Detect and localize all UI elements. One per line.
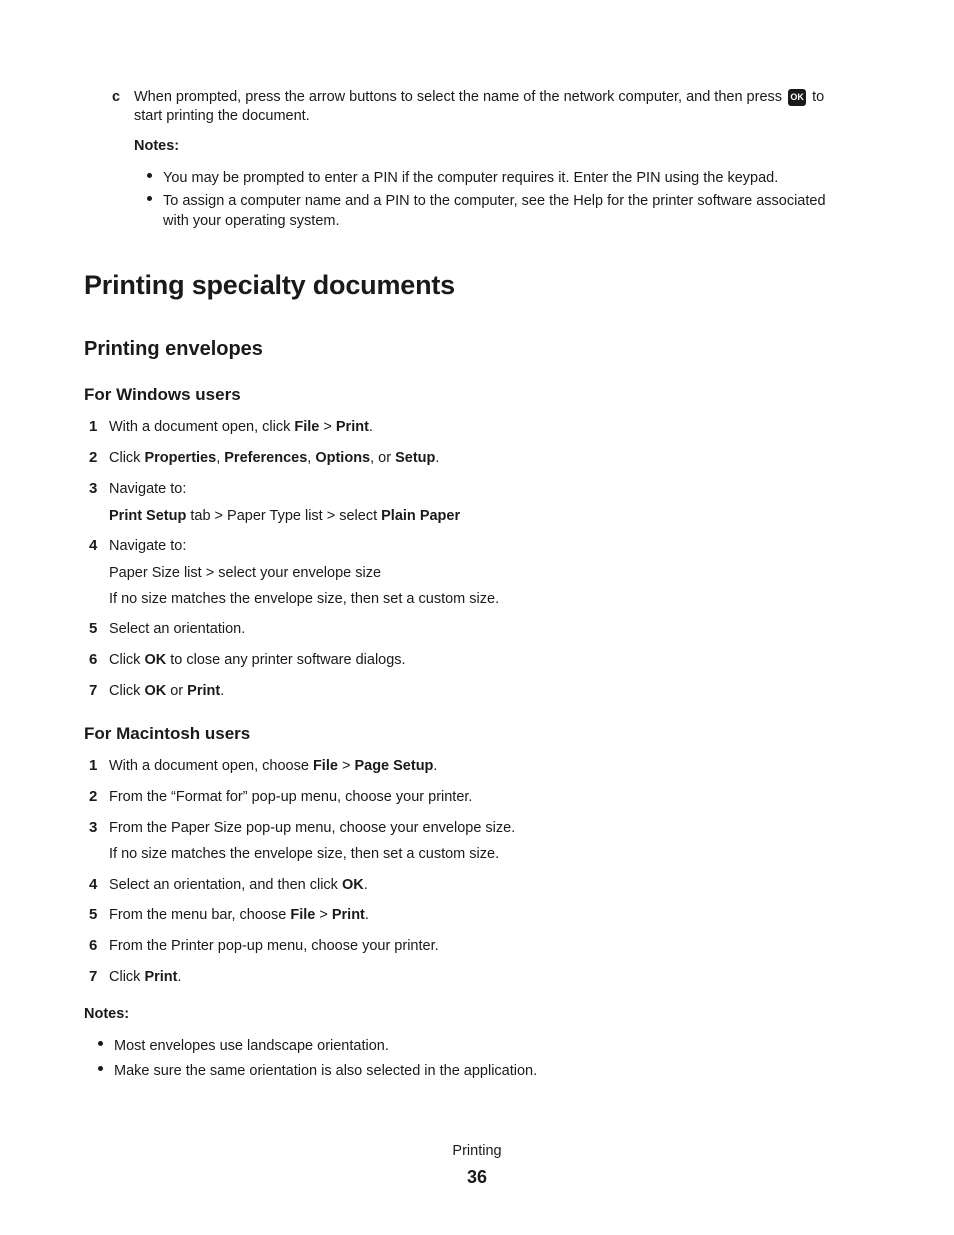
windows-step-6: Click OK to close any printer software dialogs. <box>109 652 406 668</box>
step-number: 6 <box>89 651 98 668</box>
note-bottom-item-1: Most envelopes use landscape orientation. <box>114 1038 389 1054</box>
step-number: 1 <box>89 757 98 774</box>
step-number: 7 <box>89 682 98 699</box>
step-number: 2 <box>89 449 98 466</box>
windows-step-7: Click OK or Print. <box>109 683 225 699</box>
notes-label-top: Notes: <box>134 138 180 154</box>
step-c-text-part2: to <box>812 89 825 105</box>
mac-step-7: Click Print. <box>109 969 182 985</box>
windows-step-4: Navigate to: <box>109 538 187 554</box>
windows-step-3-path: Print Setup tab > Paper Type list > select Plain Paper <box>109 508 461 524</box>
step-c-text-line2: start printing the document. <box>134 108 310 124</box>
mac-step-3-note: If no size matches the envelope size, then set a custom size. <box>109 846 500 862</box>
windows-step-3: Navigate to: <box>109 481 187 497</box>
step-number: 5 <box>89 906 98 923</box>
mac-step-1: With a document open, choose File > Page Setup. <box>109 758 438 774</box>
note-bottom-item-2: Make sure the same orientation is also selected in the application. <box>114 1063 538 1079</box>
note-top-item-2-cont: with your operating system. <box>163 213 340 229</box>
note-top-item-2: To assign a computer name and a PIN to the computer, see the Help for the printer software associated <box>163 193 826 209</box>
footer-section: Printing <box>452 1143 502 1159</box>
windows-step-4-note: If no size matches the envelope size, then set a custom size. <box>109 591 500 607</box>
step-number: 2 <box>89 788 98 805</box>
windows-step-1: With a document open, click File > Print. <box>109 419 373 435</box>
bullet-icon <box>98 1041 103 1046</box>
windows-step-4-path: Paper Size list > select your envelope size <box>109 565 382 581</box>
ok-button-icon: OK <box>788 89 806 106</box>
step-number: 4 <box>89 876 98 893</box>
section-heading-envelopes: Printing envelopes <box>84 338 263 360</box>
mac-step-4: Select an orientation, and then click OK. <box>109 877 368 893</box>
step-number: 5 <box>89 620 98 637</box>
subheading-windows: For Windows users <box>84 385 241 404</box>
step-number: 4 <box>89 537 98 554</box>
step-number: 3 <box>89 480 98 497</box>
page-number: 36 <box>466 1167 488 1187</box>
subheading-macintosh: For Macintosh users <box>84 724 251 743</box>
windows-step-2: Click Properties, Preferences, Options, or Setup. <box>109 450 440 466</box>
step-number: 6 <box>89 937 98 954</box>
step-c-text-part1: When prompted, press the arrow buttons to select the name of the network computer, and then press <box>134 89 783 105</box>
note-top-item-1: You may be prompted to enter a PIN if the computer requires it. Enter the PIN using the keypad. <box>163 170 779 186</box>
bullet-icon <box>98 1066 103 1071</box>
step-c-text <box>134 87 894 107</box>
step-marker-c: c <box>112 89 121 105</box>
mac-step-5: From the menu bar, choose File > Print. <box>109 907 369 923</box>
mac-step-3: From the Paper Size pop-up menu, choose your envelope size. <box>109 820 516 836</box>
step-number: 3 <box>89 819 98 836</box>
bullet-icon <box>147 173 152 178</box>
mac-step-6: From the Printer pop-up menu, choose your printer. <box>109 938 439 954</box>
bullet-icon <box>147 196 152 201</box>
step-number: 7 <box>89 968 98 985</box>
notes-label-bottom: Notes: <box>84 1006 130 1022</box>
step-number: 1 <box>89 418 98 435</box>
page-title: Printing specialty documents <box>84 270 455 300</box>
windows-step-5: Select an orientation. <box>109 621 246 637</box>
mac-step-2: From the “Format for” pop-up menu, choose your printer. <box>109 789 473 805</box>
